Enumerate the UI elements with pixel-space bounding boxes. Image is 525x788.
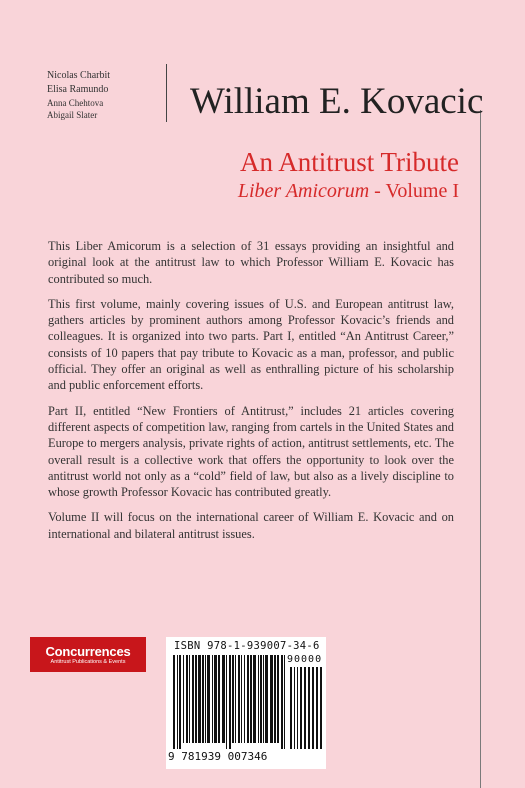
addon-bar [294,667,295,749]
isbn-label: ISBN 978-1-939007-34-6 [174,640,320,652]
barcode-bar [173,655,175,749]
blurb-paragraph: Volume II will focus on the international career of William E. Kovacic and on international and bilateral antitrust issues. [48,510,454,541]
barcode-bar [186,655,188,743]
subtitle-italic: Liber Amicorum [237,180,370,202]
barcode-bar [207,655,210,743]
book-title [238,146,459,204]
barcode-digits: 9 781939 007346 [168,750,268,763]
barcode-bar [192,655,194,743]
title-main: An Antitrust Tribute [239,147,459,177]
barcode-bar [277,655,279,743]
isbn-barcode [166,637,326,769]
editor-name: Abigail Slater [47,110,98,120]
addon-bar [308,667,310,749]
addon-code: 90000 [287,654,323,665]
barcode-bar [250,655,252,743]
addon-bar [316,667,318,749]
publisher-tagline: Antitrust Publications & Events [50,659,126,665]
barcode-bar [281,655,283,749]
addon-bar [304,667,306,749]
barcode-bar [253,655,256,743]
barcode-bar [229,655,231,749]
publisher-name: Concurrences [45,644,131,659]
barcode-bar [235,655,236,743]
barcode-bars [169,655,325,749]
author-name: William E. Kovacic [190,81,484,122]
barcode-bar [238,655,240,743]
editor-name: Nicolas Charbit [47,70,111,81]
blurb-paragraph: This Liber Amicorum is a selection of 31 essays providing an insightful and original look at the antitrust law to which Professor William E. Kovacic has contributed so much. [48,239,454,286]
barcode-bar [189,655,190,743]
barcode-bar [258,655,259,743]
title-subtitle [238,178,459,204]
barcode-bar [205,655,206,743]
right-margin-rule [480,110,481,788]
barcode-bar [195,655,197,743]
barcode-bar [241,655,242,743]
editor-name: Anna Chehtova [47,98,104,108]
addon-bar [320,667,322,749]
barcode-bar [183,655,184,743]
barcode-bar [260,655,262,743]
barcode-bar [198,655,201,743]
barcode-bar [263,655,264,743]
addon-bar [297,667,298,749]
publisher-logo [30,637,146,672]
barcode-bar [226,655,227,749]
barcode-bar [218,655,220,743]
barcode-bar [284,655,285,749]
editors-list [47,69,110,121]
blurb-paragraph: This first volume, mainly covering issues of U.S. and European antitrust law, gathers articles by prominent authors among Professor Kovacic’s friends and colleagues. It is organized into two parts. Part I, entitled “An Antitrust Career,” consists of 10 papers that pay tribute to Kovacic as a man, professor, and public official. They offer an original as well as enthralling picture of his scholarship and public enforcement efforts. [48,296,454,393]
editor-name: Elisa Ramundo [47,84,109,95]
barcode-bar [274,655,276,743]
addon-bar [290,667,292,749]
addon-bar [300,667,302,749]
barcode-bar [247,655,249,743]
blurb [48,238,454,551]
barcode-bar [214,655,217,743]
barcode-bar [179,655,181,749]
barcode-bar [244,655,245,743]
addon-bar [312,667,314,749]
barcode-bar [177,655,178,749]
barcode-bar [265,655,268,743]
barcode-bar [212,655,213,743]
editors-divider [166,64,167,122]
barcode-bar [202,655,204,743]
subtitle-volume: - Volume I [369,180,459,202]
barcode-bar [270,655,273,743]
barcode-bar [232,655,234,743]
barcode-bar [222,655,225,743]
blurb-paragraph: Part II, entitled “New Frontiers of Antitrust,” includes 21 articles covering different aspects of competition law, ranging from cartels in the United States and Europe to mergers analysis, private rights of action, antitrust settlements, etc. The overall result is a collective work that offers the opportunity to look over the antitrust world not only as a “cold” field of law, but also as a lively discipline to whose growth Professor Kovacic has contributed greatly. [48,403,454,500]
